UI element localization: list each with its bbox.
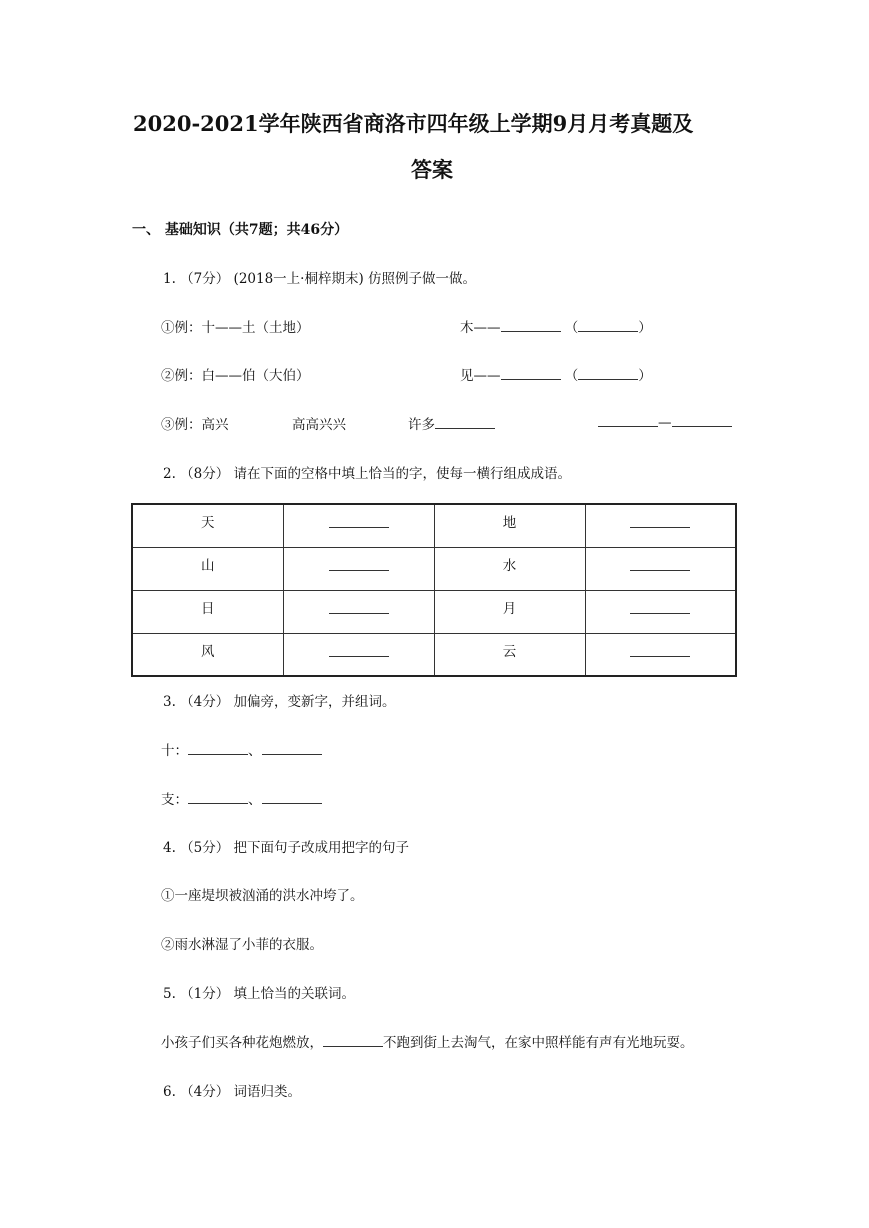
question-3-header: 3. （4分） 加偏旁，变新字，并组词。 xyxy=(163,694,396,710)
q1-answer-3 xyxy=(408,413,495,433)
table-cell xyxy=(585,590,736,633)
answer-blank[interactable] xyxy=(262,741,322,755)
answer-blank[interactable] xyxy=(435,415,495,429)
q1-answer-2-prefix: 见—— xyxy=(460,368,501,384)
question-5-header: 5. （1分） 填上恰当的关联词。 xyxy=(163,986,356,1002)
table-cell xyxy=(434,633,585,676)
q3-line-2 xyxy=(161,788,322,808)
table-row xyxy=(132,633,736,676)
separator: 、 xyxy=(248,792,262,808)
answer-blank[interactable] xyxy=(630,600,690,614)
answer-blank[interactable] xyxy=(578,366,638,380)
answer-blank[interactable] xyxy=(501,366,561,380)
question-4-header: 4. （5分） 把下面句子改成用把字的句子 xyxy=(163,840,410,856)
cell-char: 水 xyxy=(502,557,517,574)
cell-char: 山 xyxy=(201,557,215,574)
table-cell xyxy=(283,590,434,633)
answer-blank[interactable] xyxy=(630,557,690,571)
separator: 、 xyxy=(248,743,262,759)
table-cell xyxy=(132,547,283,590)
cell-char: 月 xyxy=(502,600,517,617)
table-cell xyxy=(585,504,736,547)
q1-example-1: ①例：十——土（土地） xyxy=(161,320,310,336)
table-cell xyxy=(585,633,736,676)
answer-blank[interactable] xyxy=(329,557,389,571)
q3-line-2-label: 支： xyxy=(161,792,188,808)
q1-example-3: ③例：高兴 xyxy=(161,417,229,433)
answer-blank[interactable] xyxy=(630,643,690,657)
page-title-line1: 2020-2021学年陕西省商洛市四年级上学期9月月考真题及 xyxy=(133,111,694,136)
q3-line-1 xyxy=(161,739,322,759)
q1-answer-1 xyxy=(460,316,652,336)
q1-answer-2 xyxy=(460,364,652,384)
q4-sentence-2: ②雨水淋湿了小菲的衣服。 xyxy=(161,937,323,953)
cell-char: 云 xyxy=(502,643,517,660)
page-title-line2: 答案 xyxy=(411,157,453,182)
q5-sentence xyxy=(161,1031,694,1051)
answer-blank[interactable] xyxy=(630,514,690,528)
answer-blank[interactable] xyxy=(188,790,248,804)
q1-example-3-result: 高高兴兴 xyxy=(292,417,346,433)
idiom-table xyxy=(131,503,737,677)
paren-open: （ xyxy=(564,320,579,336)
dash: — xyxy=(658,415,672,431)
table-cell xyxy=(283,547,434,590)
table-row xyxy=(132,504,736,547)
answer-blank[interactable] xyxy=(323,1033,383,1047)
q5-sentence-part-2: 不跑到街上去淘气，在家中照样能有声有光地玩耍。 xyxy=(383,1035,694,1051)
table-cell xyxy=(283,504,434,547)
table-cell xyxy=(585,547,736,590)
answer-blank[interactable] xyxy=(578,318,638,332)
q1-example-2: ②例：白——伯（大伯） xyxy=(161,368,310,384)
cell-char: 日 xyxy=(201,600,215,617)
answer-blank[interactable] xyxy=(329,643,389,657)
table-cell xyxy=(434,547,585,590)
table-cell xyxy=(132,590,283,633)
table-cell xyxy=(132,504,283,547)
q5-sentence-part-1: 小孩子们买各种花炮燃放， xyxy=(161,1035,323,1051)
answer-blank[interactable] xyxy=(188,741,248,755)
answer-blank[interactable] xyxy=(329,600,389,614)
q4-sentence-1: ①一座堤坝被汹涌的洪水冲垮了。 xyxy=(161,888,364,904)
table-cell xyxy=(434,504,585,547)
question-6-header: 6. （4分） 词语归类。 xyxy=(163,1084,302,1100)
paren-open: （ xyxy=(564,368,579,384)
paren-close: ） xyxy=(638,320,652,336)
table-cell xyxy=(283,633,434,676)
cell-char: 天 xyxy=(201,515,215,531)
table-row xyxy=(132,590,736,633)
answer-blank[interactable] xyxy=(501,318,561,332)
answer-blank[interactable] xyxy=(598,413,658,427)
q3-line-1-label: 十： xyxy=(161,743,188,759)
paren-close: ） xyxy=(638,368,652,384)
answer-blank[interactable] xyxy=(329,514,389,528)
answer-blank[interactable] xyxy=(262,790,322,804)
question-2-header: 2. （8分） 请在下面的空格中填上恰当的字，使每一横行组成成语。 xyxy=(163,466,572,482)
table-cell xyxy=(434,590,585,633)
table-row xyxy=(132,547,736,590)
q1-answer-3-word: 许多 xyxy=(408,417,435,433)
question-1-header: 1. （7分） (2018一上·桐梓期末) 仿照例子做一做。 xyxy=(163,271,477,287)
q1-answer-3b xyxy=(598,413,732,431)
table-cell xyxy=(132,633,283,676)
cell-char: 地 xyxy=(502,515,517,531)
cell-char: 风 xyxy=(201,643,215,660)
q1-answer-1-prefix: 木—— xyxy=(460,320,501,336)
section-heading: 一、 基础知识（共7题；共46分） xyxy=(132,222,349,238)
answer-blank[interactable] xyxy=(672,413,732,427)
